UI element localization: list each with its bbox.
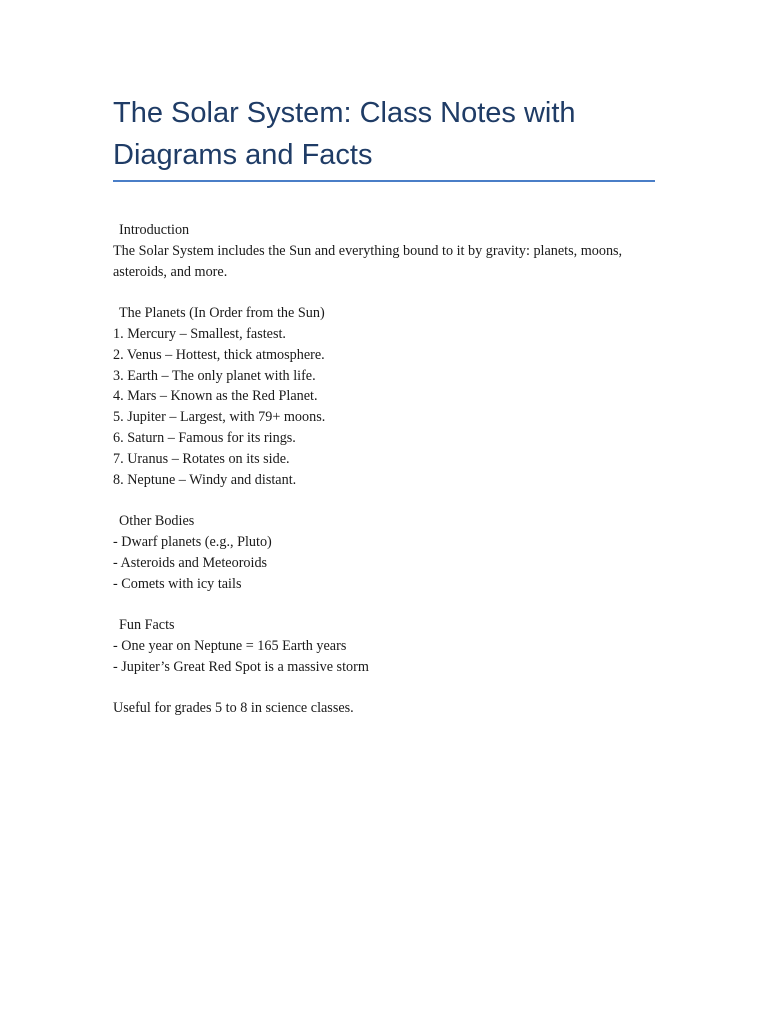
other-bodies-item: - Dwarf planets (e.g., Pluto) <box>113 533 272 550</box>
other-bodies-item: - Asteroids and Meteoroids <box>113 554 268 571</box>
title-divider <box>113 180 655 182</box>
planet-item-jupiter: 5. Jupiter – Largest, with 79+ moons. <box>113 409 326 426</box>
other-bodies-item: - Comets with icy tails <box>113 575 242 592</box>
planet-item-mars: 4. Mars – Known as the Red Planet. <box>113 388 318 405</box>
fun-facts-heading: Fun Facts <box>119 617 175 634</box>
introduction-heading: Introduction <box>119 222 190 238</box>
other-bodies-heading: Other Bodies <box>119 513 195 530</box>
fun-fact-item: - Jupiter’s Great Red Spot is a massive storm <box>113 658 369 675</box>
spacer <box>113 594 655 615</box>
document-body <box>113 220 655 719</box>
planet-item-neptune: 8. Neptune – Windy and distant. <box>113 471 297 488</box>
planet-item-mercury: 1. Mercury – Smallest, fastest. <box>113 325 286 342</box>
spacer <box>113 678 655 699</box>
planet-item-earth: 3. Earth – The only planet with life. <box>113 367 316 384</box>
planet-item-saturn: 6. Saturn – Famous for its rings. <box>113 429 296 446</box>
spacer <box>113 282 655 303</box>
planet-item-uranus: 7. Uranus – Rotates on its side. <box>113 450 290 467</box>
planet-item-venus: 2. Venus – Hottest, thick atmosphere. <box>113 346 325 363</box>
introduction-text: The Solar System includes the Sun and everything bound to it by gravity: planets, moons, asteroids, and more. <box>113 242 623 280</box>
document-page <box>113 92 655 719</box>
document-title: The Solar System: Class Notes with Diagrams and Facts <box>113 97 576 171</box>
fun-fact-item: - One year on Neptune = 165 Earth years <box>113 637 347 654</box>
closing-note: Useful for grades 5 to 8 in science classes. <box>113 700 354 717</box>
spacer <box>113 490 655 511</box>
planets-heading: The Planets (In Order from the Sun) <box>119 305 325 322</box>
